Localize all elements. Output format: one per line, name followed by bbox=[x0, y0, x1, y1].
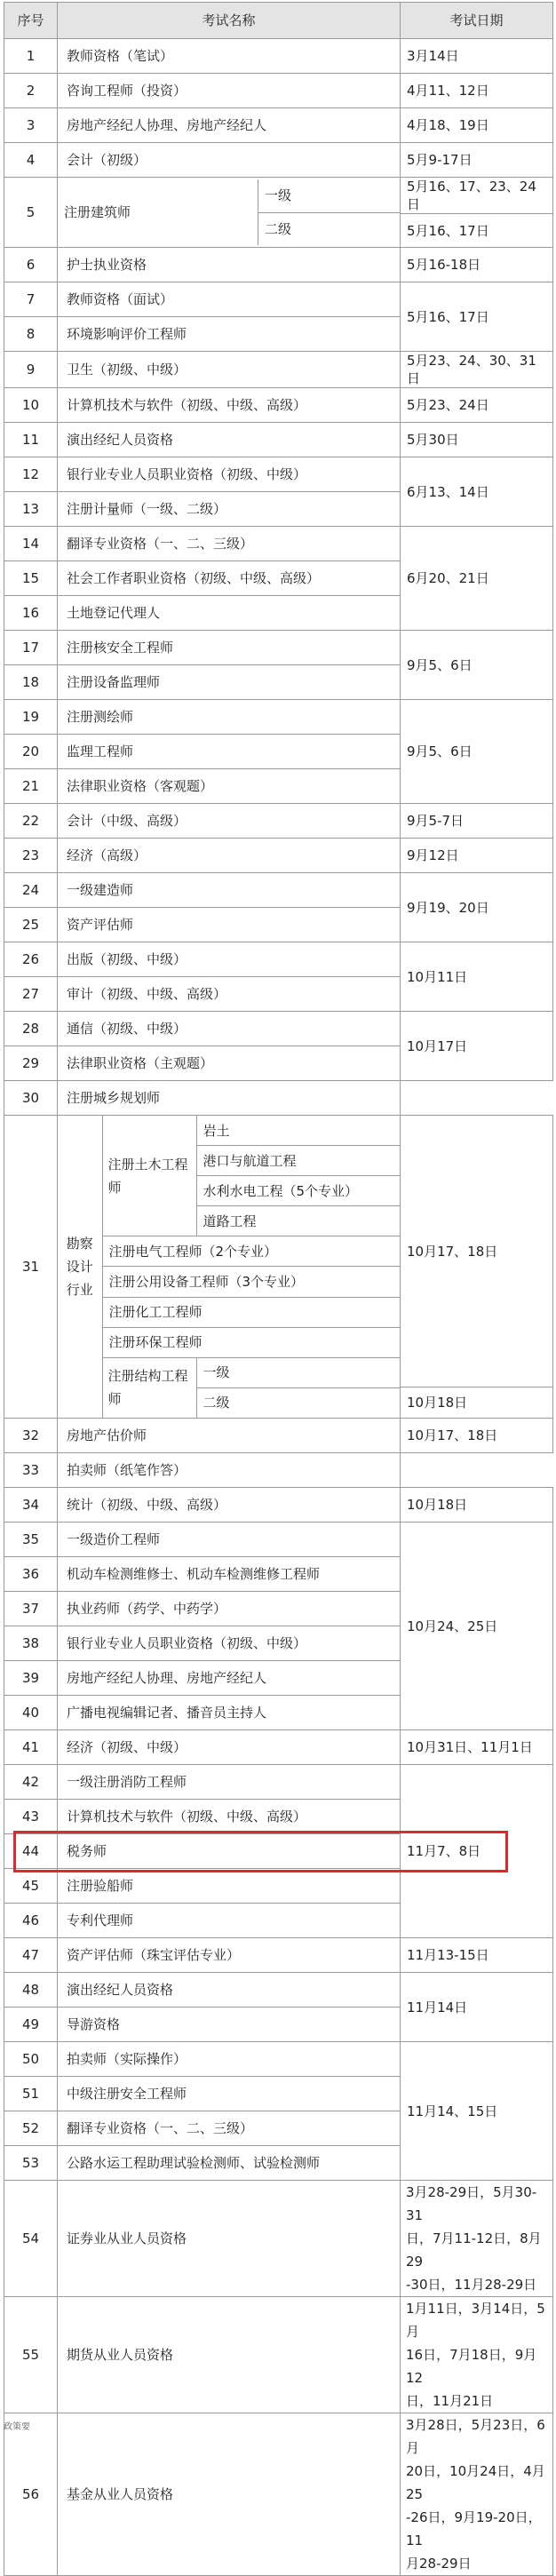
seq-cell: 56 bbox=[4, 2413, 58, 2576]
exam-name-cell: 注册核安全工程师 bbox=[58, 631, 401, 665]
table-row bbox=[4, 39, 553, 74]
exam-date-cell: 4月11、12日 bbox=[401, 74, 553, 108]
seq-cell: 43 bbox=[4, 1800, 58, 1834]
table-row bbox=[4, 2181, 553, 2297]
exam-name-cell: 期货从业人员资格 bbox=[58, 2297, 401, 2413]
exam-date-cell: 10月18日 bbox=[401, 1488, 553, 1523]
seq-cell: 27 bbox=[4, 977, 58, 1012]
exam-name-cell: 注册测绘师 bbox=[58, 700, 401, 735]
seq-cell: 36 bbox=[4, 1557, 58, 1592]
exam-name-cell: 注册验船师 bbox=[58, 1869, 401, 1904]
sub-exam-cell: 注册化工工程师 bbox=[102, 1297, 400, 1327]
sub-exam-cell: 注册结构工程师 bbox=[102, 1357, 196, 1418]
exam-name-cell: 银行业专业人员职业资格（初级、中级） bbox=[58, 457, 401, 492]
seq-cell: 32 bbox=[4, 1419, 58, 1453]
exam-name-cell: 一级注册消防工程师 bbox=[58, 1765, 401, 1800]
table-row bbox=[4, 1938, 553, 1973]
exam-date-cell bbox=[401, 2297, 553, 2413]
date-line: 3月28-29日，5月30-31 bbox=[406, 2184, 537, 2223]
header-seq: 序号 bbox=[4, 3, 58, 39]
exam-name-cell: 计算机技术与软件（初级、中级、高级） bbox=[58, 388, 401, 423]
exam-date-cell: 10月18日 bbox=[401, 1387, 553, 1419]
exam-date-cell: 10月17、18日 bbox=[401, 1419, 553, 1453]
exam-name-cell: 土地登记代理人 bbox=[58, 596, 401, 631]
exam-name-cell: 演出经纪人员资格 bbox=[58, 423, 401, 457]
exam-date-cell: 5月23、24日 bbox=[401, 388, 553, 423]
exam-name-cell: 资产评估师 bbox=[58, 908, 401, 942]
sub-exam-cell: 注册环保工程师 bbox=[102, 1327, 400, 1357]
seq-cell: 30 bbox=[4, 1081, 58, 1116]
table-row bbox=[4, 74, 553, 108]
seq-cell: 54 bbox=[4, 2181, 58, 2297]
exam-name-cell: 社会工作者职业资格（初级、中级、高级） bbox=[58, 561, 401, 596]
seq-cell: 5 bbox=[4, 178, 58, 248]
exam-date-cell: 10月24、25日 bbox=[401, 1523, 553, 1730]
seq-cell: 13 bbox=[4, 492, 58, 527]
table-row bbox=[4, 873, 553, 908]
table-row bbox=[4, 700, 553, 735]
date-line: -26日，9月19-20日，11 bbox=[406, 2509, 542, 2548]
table-row bbox=[4, 352, 553, 388]
exam-name-cell: 会计（中级、高级） bbox=[58, 804, 401, 839]
table-row bbox=[4, 2297, 553, 2413]
table-row bbox=[4, 1081, 553, 1116]
exam-name-group bbox=[58, 178, 401, 248]
exam-date-cell: 10月11日 bbox=[401, 942, 553, 1012]
exam-date-cell: 9月5、6日 bbox=[401, 631, 553, 700]
seq-cell: 55 bbox=[4, 2297, 58, 2413]
table-row bbox=[4, 178, 553, 214]
exam-name-cell: 统计（初级、中级、高级） bbox=[58, 1488, 401, 1523]
seq-cell: 40 bbox=[4, 1696, 58, 1730]
seq-cell: 28 bbox=[4, 1012, 58, 1046]
seq-cell: 17 bbox=[4, 631, 58, 665]
seq-cell: 46 bbox=[4, 1904, 58, 1938]
seq-cell: 7 bbox=[4, 282, 58, 317]
table-row bbox=[4, 839, 553, 873]
table-body bbox=[4, 39, 553, 2576]
table-row bbox=[4, 2413, 553, 2576]
seq-cell: 1 bbox=[4, 39, 58, 74]
seq-cell: 50 bbox=[4, 2042, 58, 2077]
sub-specialty-cell: 一级 bbox=[196, 1357, 400, 1387]
exam-name-cell: 房地产估价师 bbox=[58, 1419, 401, 1453]
seq-cell: 25 bbox=[4, 908, 58, 942]
seq-cell: 15 bbox=[4, 561, 58, 596]
sub-level-cell: 一级 bbox=[258, 179, 401, 212]
exam-name-cell: 银行业专业人员职业资格（初级、中级） bbox=[58, 1626, 401, 1661]
exam-name-cell: 法律职业资格（客观题） bbox=[58, 769, 401, 804]
table-row bbox=[4, 423, 553, 457]
exam-name-cell: 房地产经纪人协理、房地产经纪人 bbox=[58, 1661, 401, 1696]
seq-cell: 11 bbox=[4, 423, 58, 457]
seq-cell: 12 bbox=[4, 457, 58, 492]
table-row bbox=[4, 1012, 553, 1046]
table-row bbox=[4, 1419, 553, 1453]
date-line: 日，7月11-12日，8月29 bbox=[406, 2230, 542, 2270]
table-row bbox=[4, 1116, 553, 1146]
exam-name-cell: 翻译专业资格（一、二、三级） bbox=[58, 527, 401, 561]
exam-name-cell: 计算机技术与软件（初级、中级、高级） bbox=[58, 1800, 401, 1834]
exam-name-cell: 公路水运工程助理试验检测师、试验检测师 bbox=[58, 2146, 401, 2181]
seq-cell: 10 bbox=[4, 388, 58, 423]
exam-name-cell: 通信（初级、中级） bbox=[58, 1012, 401, 1046]
exam-date-cell: 5月16、17、23、24日 bbox=[401, 178, 553, 214]
exam-name-cell: 资产评估师（珠宝评估专业） bbox=[58, 1938, 401, 1973]
sub-exam-cell: 注册土木工程师 bbox=[102, 1116, 196, 1236]
table-row bbox=[4, 457, 553, 492]
exam-date-cell: 11月7、8日 bbox=[401, 1765, 553, 1938]
exam-date-cell: 9月19、20日 bbox=[401, 873, 553, 942]
exam-name-cell: 一级造价工程师 bbox=[58, 1523, 401, 1557]
seq-cell: 33 bbox=[4, 1453, 58, 1488]
seq-cell: 51 bbox=[4, 2077, 58, 2111]
exam-name-cell: 广播电视编辑记者、播音员主持人 bbox=[58, 1696, 401, 1730]
exam-name-cell: 机动车检测维修士、机动车检测维修工程师 bbox=[58, 1557, 401, 1592]
exam-date-cell: 10月31日、11月1日 bbox=[401, 1730, 553, 1765]
seq-cell: 35 bbox=[4, 1523, 58, 1557]
table-row bbox=[4, 388, 553, 423]
exam-date-cell: 5月9-17日 bbox=[401, 143, 553, 178]
sub-level-cell: 二级 bbox=[265, 220, 292, 237]
seq-cell: 24 bbox=[4, 873, 58, 908]
exam-name-cell: 翻译专业资格（一、二、三级） bbox=[58, 2111, 401, 2146]
exam-name-cell: 专利代理师 bbox=[58, 1904, 401, 1938]
exam-name-cell: 经济（初级、中级） bbox=[58, 1730, 401, 1765]
exam-name-cell: 注册计量师（一级、二级） bbox=[58, 492, 401, 527]
exam-date-cell: 11月14日 bbox=[401, 1973, 553, 2042]
exam-name-cell: 演出经纪人员资格 bbox=[58, 1973, 401, 2008]
table-row bbox=[4, 1488, 553, 1523]
date-line: 3月28日，5月23日，6月 bbox=[406, 2417, 545, 2456]
table-row bbox=[4, 1973, 553, 2008]
exam-date-cell: 9月12日 bbox=[401, 839, 553, 873]
date-line: 16日，7月18日，9月12 bbox=[406, 2347, 537, 2386]
table-row bbox=[4, 143, 553, 178]
exam-date-cell: 10月17、18日 bbox=[401, 1116, 553, 1387]
date-line: 日，11月21日 bbox=[406, 2393, 494, 2409]
exam-name-cell: 监理工程师 bbox=[58, 735, 401, 769]
seq-cell: 18 bbox=[4, 665, 58, 700]
seq-cell: 52 bbox=[4, 2111, 58, 2146]
seq-cell: 14 bbox=[4, 527, 58, 561]
seq-cell: 38 bbox=[4, 1626, 58, 1661]
table-row bbox=[4, 804, 553, 839]
exam-name-cell: 基金从业人员资格 bbox=[58, 2413, 401, 2576]
seq-cell: 34 bbox=[4, 1488, 58, 1523]
table-row bbox=[4, 282, 553, 317]
seq-cell: 21 bbox=[4, 769, 58, 804]
table-row bbox=[4, 2042, 553, 2077]
exam-name-cell: 中级注册安全工程师 bbox=[58, 2077, 401, 2111]
table-row bbox=[4, 527, 553, 561]
exam-date-cell: 5月23、24、30、31日 bbox=[401, 352, 553, 388]
table-row bbox=[4, 1453, 553, 1488]
seq-cell: 3 bbox=[4, 108, 58, 143]
table-row bbox=[4, 631, 553, 665]
exam-name-cell: 教师资格（面试） bbox=[58, 282, 401, 317]
sub-specialty-cell: 岩土 bbox=[196, 1116, 400, 1146]
table-row bbox=[4, 1523, 553, 1557]
date-line: -30日，11月28-29日 bbox=[406, 2277, 537, 2293]
exam-name-cell: 导游资格 bbox=[58, 2008, 401, 2042]
date-line: 20日，10月24日，4月25 bbox=[406, 2463, 545, 2502]
exam-name-cell: 咨询工程师（投资） bbox=[58, 74, 401, 108]
seq-cell: 20 bbox=[4, 735, 58, 769]
seq-cell: 9 bbox=[4, 352, 58, 388]
exam-date-cell: 11月13-15日 bbox=[401, 1938, 553, 1973]
table-row bbox=[4, 248, 553, 282]
exam-name-cell: 注册设备监理师 bbox=[58, 665, 401, 700]
seq-cell: 53 bbox=[4, 2146, 58, 2181]
industry-name-cell: 勘察设计行业 bbox=[58, 1116, 102, 1418]
header-exam-date: 考试日期 bbox=[401, 3, 553, 39]
date-line: 1月11日，3月14日，5月 bbox=[406, 2301, 545, 2340]
exam-name-cell: 教师资格（笔试） bbox=[58, 39, 401, 74]
table-row bbox=[4, 1730, 553, 1765]
exam-name-cell: 法律职业资格（主观题） bbox=[58, 1046, 401, 1081]
table-header-row bbox=[4, 3, 553, 39]
seq-cell: 48 bbox=[4, 1973, 58, 2008]
footnote-text: 政策要 bbox=[4, 2422, 30, 2432]
exam-name-cell: 执业药师（药学、中药学） bbox=[58, 1592, 401, 1626]
exam-date-cell: 9月5、6日 bbox=[401, 700, 553, 804]
exam-name-cell: 注册城乡规划师 bbox=[58, 1081, 401, 1116]
exam-name-cell: 一级建造师 bbox=[58, 873, 401, 908]
exam-name-cell: 审计（初级、中级、高级） bbox=[58, 977, 401, 1012]
exam-date-cell bbox=[401, 2413, 553, 2576]
sub-specialty-cell: 水利水电工程（5个专业） bbox=[196, 1176, 400, 1206]
exam-date-cell: 6月20、21日 bbox=[401, 527, 553, 631]
exam-name-cell: 房地产经纪人协理、房地产经纪人 bbox=[58, 108, 401, 143]
exam-name-cell: 经济（高级） bbox=[58, 839, 401, 873]
exam-date-cell: 4月18、19日 bbox=[401, 108, 553, 143]
seq-cell: 2 bbox=[4, 74, 58, 108]
seq-cell: 23 bbox=[4, 839, 58, 873]
table-row bbox=[4, 108, 553, 143]
seq-cell: 4 bbox=[4, 143, 58, 178]
exam-date-cell: 5月16、17日 bbox=[401, 282, 553, 352]
exam-name-cell: 证券业从业人员资格 bbox=[58, 2181, 401, 2297]
seq-cell: 19 bbox=[4, 700, 58, 735]
exam-date-cell bbox=[401, 2181, 553, 2297]
seq-cell: 47 bbox=[4, 1938, 58, 1973]
seq-cell: 31 bbox=[4, 1116, 58, 1419]
exam-date-cell: 11月14、15日 bbox=[401, 2042, 553, 2181]
seq-cell: 8 bbox=[4, 317, 58, 352]
sub-exam-cell: 注册公用设备工程师（3个专业） bbox=[102, 1267, 400, 1297]
exam-date-cell: 5月30日 bbox=[401, 423, 553, 457]
exam-date-cell: 5月16-18日 bbox=[401, 248, 553, 282]
seq-cell: 45 bbox=[4, 1869, 58, 1904]
exam-date-cell: 9月5-7日 bbox=[401, 804, 553, 839]
date-line: 月28-29日 bbox=[406, 2556, 472, 2572]
exam-name-cell: 拍卖师（纸笔作答） bbox=[58, 1453, 401, 1488]
sub-exam-cell: 注册电气工程师（2个专业） bbox=[102, 1236, 400, 1267]
exam-name-cell: 环境影响评价工程师 bbox=[58, 317, 401, 352]
sub-specialty-cell: 道路工程 bbox=[196, 1206, 400, 1236]
header-exam-name: 考试名称 bbox=[58, 3, 401, 39]
exam-name-cell: 会计（初级） bbox=[58, 143, 401, 178]
table-row bbox=[4, 942, 553, 977]
exam-date-cell: 3月14日 bbox=[401, 39, 553, 74]
exam-name-cell: 税务师 bbox=[58, 1834, 401, 1869]
exam-name-cell: 卫生（初级、中级） bbox=[58, 352, 401, 388]
exam-name-cell: 出版（初级、中级） bbox=[58, 942, 401, 977]
table-row bbox=[4, 1765, 553, 1800]
exam-name-cell: 护士执业资格 bbox=[58, 248, 401, 282]
seq-cell: 49 bbox=[4, 2008, 58, 2042]
exam-name-group bbox=[58, 1116, 401, 1419]
exam-schedule-table bbox=[4, 2, 553, 2576]
seq-cell: 26 bbox=[4, 942, 58, 977]
exam-date-cell: 5月16、17日 bbox=[401, 214, 553, 248]
seq-cell: 6 bbox=[4, 248, 58, 282]
seq-cell: 29 bbox=[4, 1046, 58, 1081]
seq-cell: 42 bbox=[4, 1765, 58, 1800]
sub-specialty-cell: 二级 bbox=[203, 1395, 230, 1411]
seq-cell: 41 bbox=[4, 1730, 58, 1765]
exam-date-cell: 10月17日 bbox=[401, 1012, 553, 1081]
seq-cell: 37 bbox=[4, 1592, 58, 1626]
exam-date-cell: 6月13、14日 bbox=[401, 457, 553, 527]
seq-cell: 16 bbox=[4, 596, 58, 631]
sub-specialty-cell: 港口与航道工程 bbox=[196, 1146, 400, 1176]
seq-cell: 22 bbox=[4, 804, 58, 839]
exam-name-cell: 拍卖师（实际操作） bbox=[58, 2042, 401, 2077]
exam-name-cell: 注册建筑师 bbox=[58, 179, 258, 245]
seq-cell: 44 bbox=[4, 1834, 58, 1869]
seq-cell: 39 bbox=[4, 1661, 58, 1696]
